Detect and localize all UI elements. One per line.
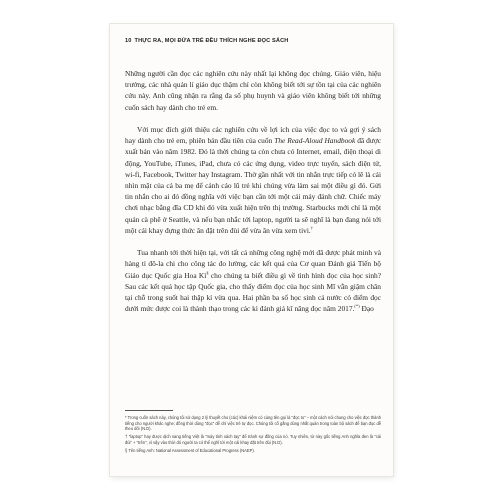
footnote: * Trong cuốn sách này, chúng tôi sử dụng 2 lý thuyết cho (các) khái niệm có cùng tên gọi là "đọc to" – một cách nói chung cho việc đọc thành tiếng cho người khác nghe; đồng thời dùng "đọc" để chỉ việc trẻ tự đọc. Chúng tôi cố gắng dùng nhất quán trong toàn bộ sách để bạn đọc dễ theo dõi (N.D). xyxy=(125,415,381,432)
paragraph-3 xyxy=(125,247,381,314)
book-page xyxy=(110,24,393,476)
endnote-marker: (*) xyxy=(354,303,360,309)
paragraph-2-text-b: đã được xuất bản vào năm 1982. Đó là thời chúng ta còn chưa có Internet, email, điện thoại di động, YouTube, iTunes, iPad, chưa có các ứng dụng, video trực tuyến, sách điện tử, wi-fi, Facebook, Twitter hay Instagram. Thờ gần nhất với tin nhắn trực tiếp có lẽ là cái nhìn mặt của cả ba mẹ để cảnh cáo lũ trẻ khi chúng vừa làm sai một điều gì đó. Gửi tin nhắn cho ai đó đồng nghĩa với việc bạn cần tới một cái máy đánh chữ. Chiếc máy chơi nhạc bằng đĩa CD khi đó vừa xuất hiện trên thị trường. Starbucks mới chỉ là một quán cà phê ở Seattle, và nếu bạn nhắc tới laptop, người ta sẽ nghĩ là bạn đang nói tới một cái khay đựng thức ăn đặt trên đùi để vừa ăn vừa xem tivi. xyxy=(125,136,382,235)
running-head xyxy=(125,38,289,44)
footnote: § Tên tiếng Anh: National Assessment of Educational Progress (NAEP). xyxy=(125,447,255,453)
footnotes xyxy=(125,415,381,455)
paragraph-1: Những người cần đọc các nghiên cứu này nhất lại không đọc chúng. Giáo viên, hiệu trưởng, các nhà quản lí giáo dục thậm chí còn không biết tới sự tồn tại của các nghiên cứu này. Anh cũng nhận ra rằng đa số phụ huynh và giáo viên không biết tới những cuốn sách hay dành cho trẻ em. xyxy=(125,69,381,112)
footnote-marker: † xyxy=(310,225,314,231)
paragraph-2-text-a: Với mục đích giới thiệu các nghiên cứu về lợi ích của việc đọc to và gợi ý sách hay dành cho trẻ em, phiên bản đầu tiên của cuốn xyxy=(125,125,381,146)
footnote-marker: § xyxy=(206,270,209,276)
page-number: 10 xyxy=(125,38,132,44)
chapter-title: THỰC RA, MỌI ĐỨA TRẺ ĐỀU THÍCH NGHE ĐỌC SÁCH xyxy=(134,38,289,44)
footnote: † "laptop" hay được dịch sang tiếng Việt là "máy tính xách tay" để tránh sự đồng của nó. Tuy nhiên, từ này gốc tiếng Anh nghĩa đen là "cái đùi" + "trên", vì vậy vào thời đó người ta có thể nghĩ tới một cái khay đặt trên đùi (N.D). xyxy=(125,434,381,445)
paragraph-3-text-b: cho chúng ta biết điều gì về tình hình đọc của học sinh? Sau các kết quả học tập Quốc gia, cho thấy điểm đọc của học sinh Mĩ vẫn giậm chân tại chỗ trong suốt hai thập kỉ vừa qua. Hai phần ba số học sinh cả nước có điểm đọc dưới mức được coi là thành thạo trong các kì đánh giá kĩ năng đọc năm 2017. xyxy=(125,270,381,314)
paragraph-2 xyxy=(125,124,381,236)
body-text xyxy=(125,68,381,314)
footnote-rule xyxy=(125,410,173,411)
book-title: The Read-Aloud Handbook xyxy=(274,136,356,146)
paragraph-3-text-a: Tua nhanh tới thời hiện tại, với tất cả những công nghệ mới đã được phát minh và hàng tỉ đô-la chi cho công tác đo lường, các kết quả của Cơ quan Đánh giá Tiến bộ Giáo dục Quốc gia Hoa Kì xyxy=(125,248,381,280)
paragraph-3-tail: Đạo xyxy=(359,304,374,314)
